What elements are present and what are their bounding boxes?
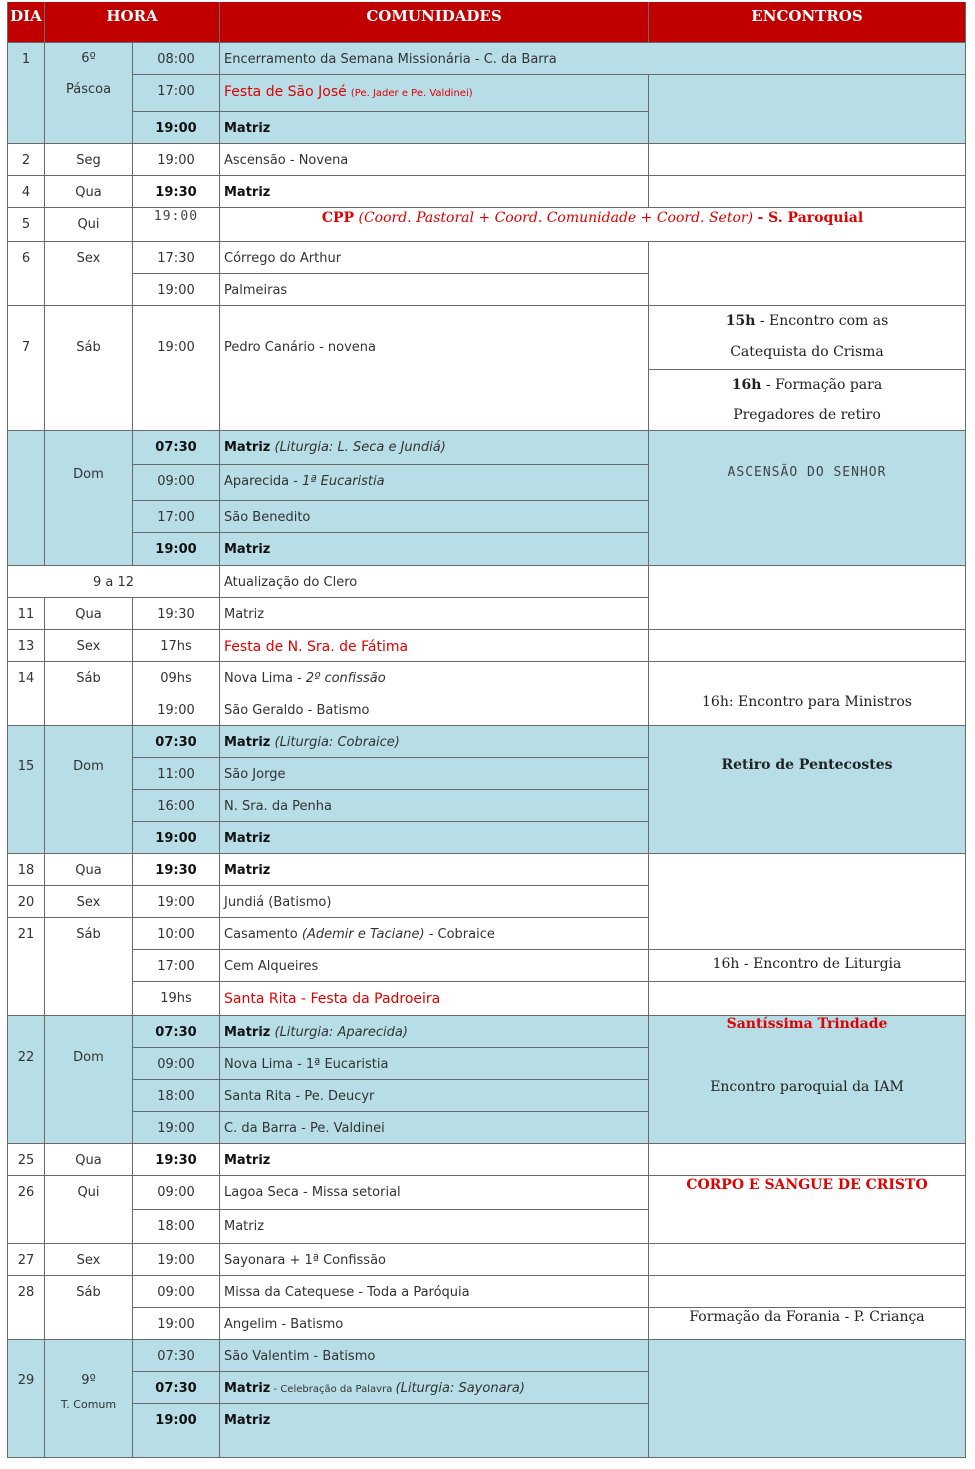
time-cell: 09hs	[133, 662, 220, 694]
community-cell: Missa da Catequese - Toda a Paróquia	[220, 1276, 649, 1308]
day-range-cell: 9 a 12	[7, 566, 220, 598]
community-cell: Matriz	[220, 1404, 649, 1458]
community-place: - Cobraice	[424, 927, 495, 942]
community-cell: Matriz	[220, 822, 649, 854]
encontros-cell: 16h: Encontro para Ministros	[649, 662, 966, 726]
time-cell: 19:00	[133, 533, 220, 566]
weekday-cell: Sáb	[45, 918, 133, 1016]
community-cell: São Geraldo - Batismo	[220, 694, 649, 726]
liturgia-note: (Liturgia: Cobraice)	[270, 735, 400, 750]
community-cell: Matriz	[220, 1210, 649, 1244]
weekday-cell: Sex	[45, 886, 133, 918]
header-dia: DIA	[7, 2, 45, 43]
time-cell: 17:00	[133, 75, 220, 112]
encontro-line	[649, 306, 965, 337]
encontros-cell: Retiro de Pentecostes	[649, 726, 966, 854]
encontro-time: 16h	[731, 377, 762, 393]
weekday-cell: Sáb	[45, 1276, 133, 1340]
encontros-cell	[649, 566, 966, 630]
community-cell: Sayonara + 1ª Confissão	[220, 1244, 649, 1276]
encontros-cell	[649, 176, 966, 208]
encontros-cell	[649, 854, 966, 950]
time-cell: 19:00	[133, 274, 220, 306]
community-cell: Matriz	[220, 854, 649, 886]
time-cell: 07:30	[133, 1372, 220, 1404]
day-cell: 26	[7, 1176, 45, 1244]
time-cell: 19:00	[133, 694, 220, 726]
encontro-line	[649, 370, 965, 400]
weekday-cell: Qua	[45, 854, 133, 886]
time-cell: 19:00	[133, 1308, 220, 1340]
encontros-cell: Formação da Forania - P. Criança	[649, 1308, 966, 1340]
encontros-cell: 16h - Encontro de Liturgia	[649, 950, 966, 982]
time-cell: 19:00	[133, 112, 220, 144]
time-cell: 07:30	[133, 431, 220, 465]
encontros-cell	[649, 1244, 966, 1276]
day-cell: 6	[7, 242, 45, 306]
community-cell: Matriz	[220, 176, 649, 208]
time-cell: 18:00	[133, 1210, 220, 1244]
time-cell: 09:00	[133, 1176, 220, 1210]
encontros-cell	[649, 242, 966, 306]
community-cell	[220, 431, 649, 465]
time-cell: 08:00	[133, 43, 220, 75]
time-cell: 07:30	[133, 1340, 220, 1372]
time-cell: 19:00	[133, 886, 220, 918]
community-cell	[220, 1372, 649, 1404]
community-cell: Palmeiras	[220, 274, 649, 306]
encontro-line-2: Pregadores de retiro	[733, 407, 881, 423]
solemnity-title: Santíssima Trindade	[726, 1016, 888, 1032]
day-cell: 5	[7, 208, 45, 242]
time-cell: 19:00	[133, 144, 220, 176]
day-cell: 29	[7, 1340, 45, 1458]
weekday-cell	[45, 43, 133, 144]
cpp-cell	[220, 208, 966, 242]
day-cell: 15	[7, 726, 45, 854]
encontros-cell: CORPO E SANGUE DE CRISTO	[649, 1176, 966, 1244]
community-cell: Angelim - Batismo	[220, 1308, 649, 1340]
community-cell: Santa Rita - Festa da Padroeira	[220, 982, 649, 1016]
header-comunidades: COMUNIDADES	[220, 2, 649, 43]
community-name: Matriz	[224, 1381, 271, 1396]
day-cell: 13	[7, 630, 45, 662]
community-cell: Encerramento da Semana Missionária - C. da Barra	[220, 43, 966, 75]
encontros-cell	[649, 630, 966, 662]
community-name: Matriz	[224, 440, 271, 455]
festa-title: Festa de São José	[224, 84, 347, 100]
time-cell: 17:00	[133, 501, 220, 533]
encontros-cell	[649, 1016, 966, 1144]
community-cell: São Jorge	[220, 758, 649, 790]
festa-note: (Pe. Jader e Pe. Valdinei)	[350, 88, 473, 99]
community-cell: Matriz	[220, 1144, 649, 1176]
time-cell: 17:00	[133, 950, 220, 982]
time-cell: 17hs	[133, 630, 220, 662]
cpp-place: - S. Paroquial	[757, 210, 864, 226]
weekday-line-1: 6º	[81, 51, 96, 66]
day-cell: 1	[7, 43, 45, 144]
day-cell: 18	[7, 854, 45, 886]
encontros-cell	[649, 144, 966, 176]
community-cell: Córrego do Arthur	[220, 242, 649, 274]
community-name: Matriz	[224, 1025, 271, 1040]
weekday-cell: Dom	[45, 431, 133, 566]
encontro-text: - Encontro com as	[755, 313, 889, 329]
time-cell: 19:00	[133, 208, 220, 242]
encontro-time: 15h	[725, 313, 756, 329]
encontro-text: - Formação para	[761, 377, 883, 393]
weekday-cell: Sáb	[45, 662, 133, 726]
community-cell: C. da Barra - Pe. Valdinei	[220, 1112, 649, 1144]
community-cell: Jundiá (Batismo)	[220, 886, 649, 918]
event-note: (Ademir e Taciane)	[301, 927, 425, 942]
day-cell: 14	[7, 662, 45, 726]
day-cell: 28	[7, 1276, 45, 1340]
time-cell: 09:00	[133, 1048, 220, 1080]
community-cell: N. Sra. da Penha	[220, 790, 649, 822]
time-cell: 19:00	[133, 1404, 220, 1458]
community-cell: Matriz	[220, 598, 649, 630]
weekday-cell: Sex	[45, 242, 133, 306]
event-note: 2º confissão	[305, 671, 386, 686]
cpp-label: CPP	[321, 210, 355, 226]
community-name: Matriz	[224, 735, 271, 750]
encontros-cell: ASCENSÃO DO SENHOR	[649, 431, 966, 566]
weekday-line-2: T. Comum	[60, 1398, 117, 1411]
community-cell	[220, 726, 649, 758]
weekday-cell: Sex	[45, 630, 133, 662]
liturgia-note: (Liturgia: Aparecida)	[270, 1025, 408, 1040]
weekday-cell	[45, 1340, 133, 1458]
weekday-cell: Qua	[45, 598, 133, 630]
header-hora: HORA	[45, 2, 220, 43]
community-name: Casamento	[224, 927, 302, 942]
community-cell: São Benedito	[220, 501, 649, 533]
day-cell: 22	[7, 1016, 45, 1144]
liturgia-note: (Liturgia: L. Seca e Jundiá)	[270, 440, 446, 455]
community-cell	[220, 75, 649, 112]
time-cell: 19:00	[133, 1244, 220, 1276]
time-cell: 16:00	[133, 790, 220, 822]
day-cell: 2	[7, 144, 45, 176]
time-cell: 18:00	[133, 1080, 220, 1112]
weekday-line-2: Páscoa	[65, 82, 112, 97]
community-cell: Santa Rita - Pe. Deucyr	[220, 1080, 649, 1112]
weekday-cell: Qua	[45, 176, 133, 208]
celebration-note: - Celebração da Palavra	[270, 1384, 396, 1395]
cpp-coord: (Coord. Pastoral + Coord. Comunidade + Coord. Setor)	[358, 210, 754, 226]
community-cell	[220, 465, 649, 501]
day-cell: 21	[7, 918, 45, 1016]
weekday-line-1: 9º	[81, 1373, 96, 1388]
community-cell: Matriz	[220, 112, 649, 144]
weekday-cell: Sáb	[45, 306, 133, 431]
liturgia-note: (Liturgia: Sayonara)	[395, 1381, 525, 1396]
community-cell: Cem Alqueires	[220, 950, 649, 982]
community-cell: Pedro Canário - novena	[220, 306, 649, 431]
encontro-line-2: Catequista do Crisma	[730, 344, 884, 360]
community-name: Aparecida -	[224, 474, 303, 489]
time-cell: 19:30	[133, 598, 220, 630]
weekday-cell: Dom	[45, 726, 133, 854]
time-cell: 09:00	[133, 1276, 220, 1308]
day-cell: 7	[7, 306, 45, 431]
encontros-cell	[649, 75, 966, 144]
weekday-cell: Qui	[45, 1176, 133, 1244]
weekday-cell: Qua	[45, 1144, 133, 1176]
weekday-cell: Qui	[45, 208, 133, 242]
encontros-cell	[649, 1276, 966, 1308]
time-cell: 19:00	[133, 1112, 220, 1144]
encontros-cell	[649, 1340, 966, 1458]
community-cell	[220, 1016, 649, 1048]
community-cell: Matriz	[220, 533, 649, 566]
time-cell: 19:30	[133, 854, 220, 886]
time-cell: 19:00	[133, 306, 220, 431]
time-cell: 11:00	[133, 758, 220, 790]
weekday-cell: Seg	[45, 144, 133, 176]
weekday-cell: Sex	[45, 1244, 133, 1276]
time-cell: 17:30	[133, 242, 220, 274]
community-cell	[220, 918, 649, 950]
community-cell: Festa de N. Sra. de Fátima	[220, 630, 649, 662]
encontros-cell	[649, 306, 966, 370]
community-cell: Ascensão - Novena	[220, 144, 649, 176]
header-encontros: ENCONTROS	[649, 2, 966, 43]
time-cell: 19hs	[133, 982, 220, 1016]
day-cell: 27	[7, 1244, 45, 1276]
time-cell: 10:00	[133, 918, 220, 950]
encontros-cell	[649, 370, 966, 431]
community-cell: Atualização do Clero	[220, 566, 649, 598]
time-cell: 07:30	[133, 726, 220, 758]
day-cell: 11	[7, 598, 45, 630]
encontros-cell	[649, 982, 966, 1016]
event-note: 1ª Eucaristia	[302, 474, 385, 489]
day-cell	[7, 431, 45, 566]
time-cell: 19:30	[133, 176, 220, 208]
time-cell: 09:00	[133, 465, 220, 501]
community-cell: Lagoa Seca - Missa setorial	[220, 1176, 649, 1210]
encontro-text: Encontro paroquial da IAM	[710, 1079, 904, 1095]
day-cell: 20	[7, 886, 45, 918]
time-cell: 07:30	[133, 1016, 220, 1048]
community-name: Nova Lima -	[224, 671, 306, 686]
weekday-cell: Dom	[45, 1016, 133, 1144]
time-cell: 19:30	[133, 1144, 220, 1176]
community-cell: Nova Lima - 1ª Eucaristia	[220, 1048, 649, 1080]
community-cell	[220, 662, 649, 694]
community-cell: São Valentim - Batismo	[220, 1340, 649, 1372]
day-cell: 25	[7, 1144, 45, 1176]
encontros-cell	[649, 1144, 966, 1176]
time-cell: 19:00	[133, 822, 220, 854]
day-cell: 4	[7, 176, 45, 208]
